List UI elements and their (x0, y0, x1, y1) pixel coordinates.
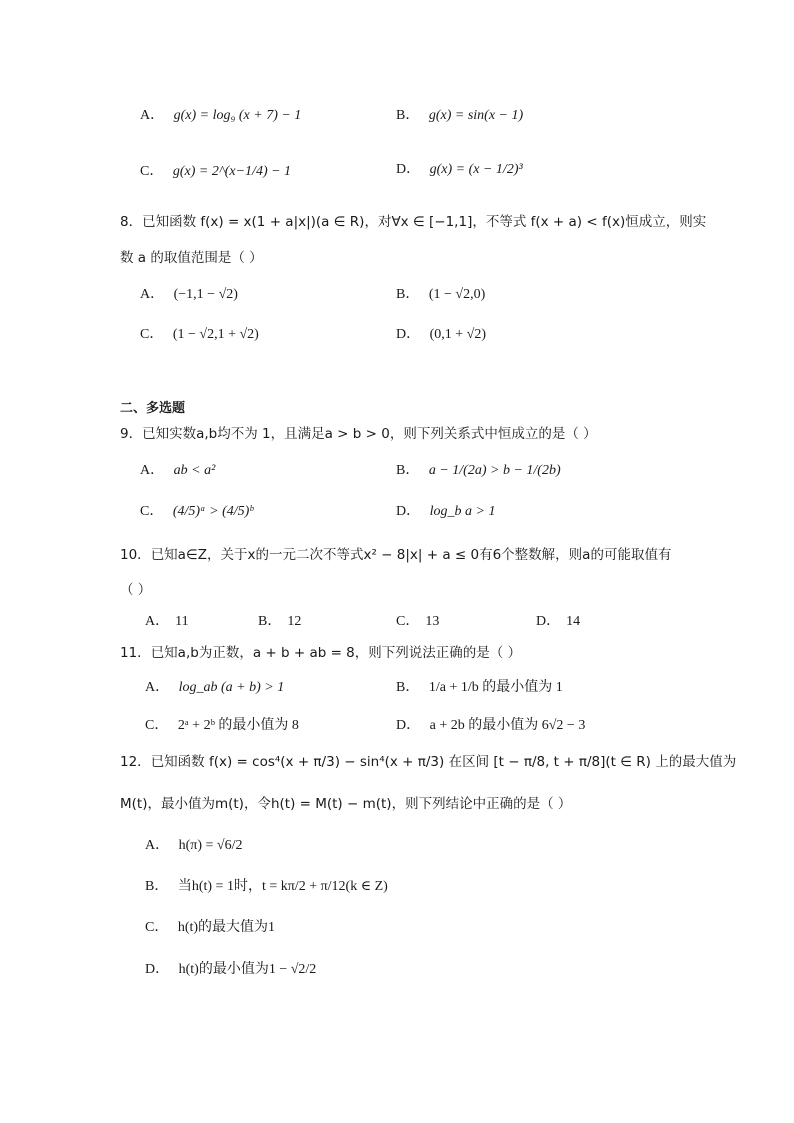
option-label: A． (140, 287, 165, 302)
option-label: D． (536, 614, 561, 629)
q8-stem-line2 (120, 248, 263, 268)
q11-option-b (396, 678, 563, 698)
q7-option-c (140, 162, 291, 182)
q11-stem (120, 643, 521, 663)
option-value: 14 (566, 614, 581, 629)
option-label: A． (140, 463, 165, 478)
option-label: C． (145, 718, 169, 733)
q7-option-d (396, 160, 523, 180)
q10-option-a (145, 612, 189, 632)
option-label: D． (396, 718, 421, 733)
q9-option-c (140, 502, 253, 522)
option-value: 12 (287, 614, 302, 629)
q10-option-b (258, 612, 301, 632)
q11-option-c (145, 716, 299, 736)
question-stem: 已知函数 f(x) = cos⁴(x + π/3) − sin⁴(x + π/3) 在区间 [t − π/8, t + π/8](t ∈ R) 上的最大值为 (150, 754, 737, 770)
q12-stem-line1 (120, 752, 736, 772)
option-label: D． (396, 504, 421, 519)
option-math: 2ᵃ + 2ᵇ 的最小值为 8 (177, 718, 299, 733)
option-label: C． (396, 614, 420, 629)
option-label: D． (396, 162, 421, 177)
option-label: C． (140, 164, 164, 179)
question-stem: 已知函数 f(x) = x(1 + a|x|)(a ∈ R)，对∀x ∈ [−1,1]，不等式 f(x + a) < f(x)恒成立，则实 (142, 214, 707, 230)
q12-option-a (145, 836, 243, 856)
q8-option-d (396, 325, 486, 345)
q12-option-d (145, 960, 316, 980)
q10-paren: （ ） (120, 582, 152, 598)
q9-option-b (396, 461, 561, 481)
question-number: 10． (120, 547, 151, 563)
question-stem: 已知a∈Z，关于x的一元二次不等式x² − 8|x| + a ≤ 0有6个整数解，则a的可能取值有 (150, 547, 672, 563)
option-math: (1 − √2,1 + √2) (172, 327, 259, 342)
q12-option-c (145, 918, 275, 938)
question-number: 8． (120, 214, 143, 230)
option-math: log_b a > 1 (429, 504, 496, 519)
option-label: C． (140, 504, 164, 519)
q7-option-b (396, 106, 523, 126)
q9-option-d (396, 502, 495, 522)
q8-option-a (140, 285, 238, 305)
q10-option-c (396, 612, 439, 632)
question-number: 12． (120, 754, 151, 770)
option-label: C． (145, 920, 169, 935)
question-number: 9． (120, 426, 143, 442)
question-stem-cont: 数 a 的取值范围是（ ） (120, 250, 263, 266)
question-stem-cont: M(t)，最小值为m(t)，令h(t) = M(t) − m(t)，则下列结论中正确的是（ ） (120, 796, 572, 812)
q11-option-d (396, 716, 585, 736)
q10-stem (120, 545, 671, 565)
section-title: 二、多选题 (120, 400, 186, 415)
option-math: log_ab (a + b) > 1 (178, 680, 285, 695)
option-label: B． (396, 108, 420, 123)
q8-option-c (140, 325, 259, 345)
option-math: (4/5)ᵃ > (4/5)ᵇ (172, 504, 254, 519)
option-math: g(x) = 2^(x−1/4) − 1 (172, 164, 292, 179)
option-label: A． (140, 108, 165, 123)
option-value: 13 (425, 614, 440, 629)
option-math: g(x) = log₉ (x + 7) − 1 (173, 108, 302, 123)
q10-option-d (536, 612, 580, 632)
option-math: h(π) = √6/2 (178, 838, 243, 853)
question-number: 11． (120, 645, 151, 661)
q8-option-b (396, 285, 485, 305)
option-label: A． (145, 838, 170, 853)
option-label: C． (140, 327, 164, 342)
option-label: B． (396, 287, 420, 302)
q12-option-b (145, 877, 388, 897)
option-math: a + 2b 的最小值为 6√2 − 3 (429, 718, 586, 733)
option-label: D． (145, 962, 170, 977)
option-label: B． (145, 879, 169, 894)
option-label: A． (145, 614, 170, 629)
option-value: 11 (175, 614, 189, 629)
q9-option-a (140, 461, 215, 481)
question-stem: 已知实数a,b均不为 1，且满足a > b > 0，则下列关系式中恒成立的是（ ） (142, 426, 597, 442)
option-math: 当h(t) = 1时，t = kπ/2 + π/12(k ∈ Z) (177, 879, 388, 894)
option-label: B． (396, 463, 420, 478)
q7-option-a (140, 106, 301, 126)
option-math: g(x) = (x − 1/2)³ (429, 162, 523, 177)
option-label: B． (258, 614, 282, 629)
option-label: A． (145, 680, 170, 695)
option-math: h(t)的最大值为1 (177, 920, 276, 935)
option-label: D． (396, 327, 421, 342)
option-math: (1 − √2,0) (428, 287, 486, 302)
q9-stem (120, 424, 597, 444)
option-math: ab < a² (173, 463, 216, 478)
option-math: 1/a + 1/b 的最小值为 1 (428, 680, 563, 695)
q11-option-a (145, 678, 284, 698)
question-stem: 已知a,b为正数，a + b + ab = 8，则下列说法正确的是（ ） (150, 645, 522, 661)
option-math: (0,1 + √2) (429, 327, 487, 342)
option-math: a − 1/(2a) > b − 1/(2b) (428, 463, 561, 478)
q8-stem-line1 (120, 212, 706, 232)
option-label: B． (396, 680, 420, 695)
option-math: (−1,1 − √2) (173, 287, 238, 302)
q12-stem-line2 (120, 794, 571, 814)
option-math: g(x) = sin(x − 1) (428, 108, 524, 123)
option-math: h(t)的最小值为1 − √2/2 (178, 962, 317, 977)
